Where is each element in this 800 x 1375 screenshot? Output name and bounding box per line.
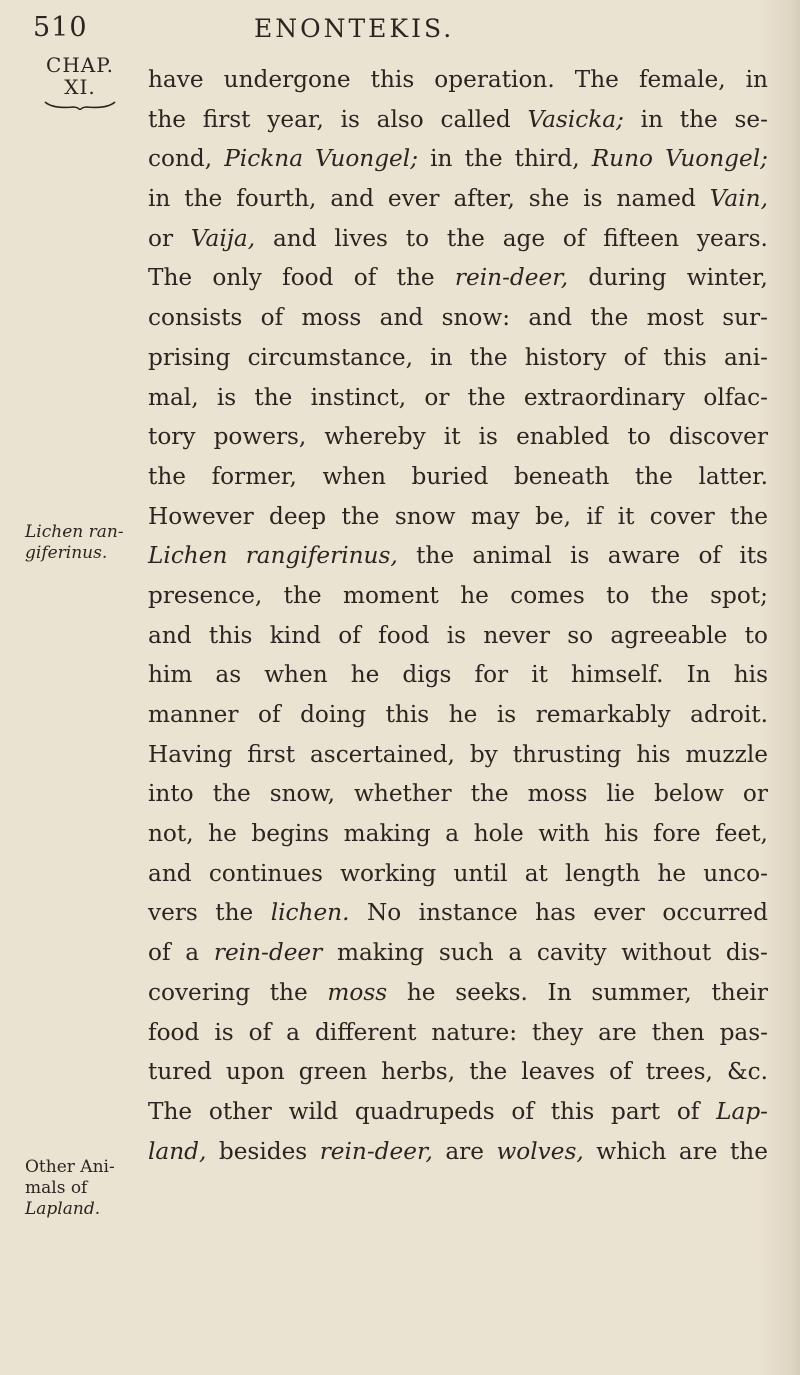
text-line: into the snow, whether the moss lie below or: [148, 780, 768, 808]
text-line: or Vaija, and lives to the age of fifteen years.: [148, 224, 768, 252]
text-line: land, besides rein-deer, are wolves, which are the: [148, 1137, 768, 1165]
page-header: [0, 12, 800, 52]
text-line: tured upon green herbs, the leaves of trees, &c.: [148, 1058, 768, 1086]
margin-note-animals: [25, 1157, 140, 1220]
chapter-label: CHAP.: [46, 53, 114, 77]
text-line: the first year, is also called Vasicka; in the se-: [148, 105, 768, 133]
margin-note-lichen: [25, 522, 140, 564]
text-line: food is of a different nature: they are then pas-: [148, 1018, 768, 1046]
text-line: prising circumstance, in the history of this ani-: [148, 343, 768, 371]
running-head: ENONTEKIS.: [254, 14, 455, 43]
text-line: Having first ascertained, by thrusting his muzzle: [148, 740, 768, 768]
body-text: [148, 60, 768, 1171]
margin-note-line: mals of: [25, 1178, 88, 1198]
chapter-number: XI.: [64, 75, 96, 99]
text-line: The other wild quadrupeds of this part of Lap-: [148, 1097, 768, 1125]
text-line: of a rein-deer making such a cavity without dis-: [148, 939, 768, 967]
text-line: tory powers, whereby it is enabled to discover: [148, 423, 768, 451]
text-line: Lichen rangiferinus, the animal is aware of its: [148, 542, 768, 570]
text-line: and this kind of food is never so agreeable to: [148, 621, 768, 649]
text-line: consists of moss and snow: and the most sur-: [148, 304, 768, 332]
text-line: cond, Pickna Vuongel; in the third, Runo Vuongel;: [148, 145, 768, 173]
page-number: 510: [33, 12, 88, 43]
text-line: not, he begins making a hole with his fore feet,: [148, 820, 768, 848]
text-line: have undergone this operation. The female, in: [148, 66, 768, 93]
text-line: presence, the moment he comes to the spot;: [148, 581, 768, 609]
text-line: covering the moss he seeks. In summer, their: [148, 978, 768, 1006]
text-line: manner of doing this he is remarkably adroit.: [148, 701, 768, 728]
text-line: mal, is the instinct, or the extraordinary olfac-: [148, 383, 768, 411]
text-line: and continues working until at length he unco-: [148, 859, 768, 887]
text-line: in the fourth, and ever after, she is named Vain,: [148, 185, 768, 213]
margin-note-line: Lapland.: [25, 1199, 101, 1219]
brace-icon: [43, 100, 117, 110]
text-line: The only food of the rein-deer, during winter,: [148, 264, 768, 292]
chapter-marker: [30, 54, 130, 110]
text-line: him as when he digs for it himself. In his: [148, 661, 768, 689]
text-line: vers the lichen. No instance has ever occurred: [148, 899, 768, 927]
text-line: However deep the snow may be, if it cover the: [148, 502, 768, 530]
margin-note-line: Lichen ran-: [25, 522, 124, 542]
text-line: the former, when buried beneath the latter.: [148, 462, 768, 490]
margin-note-line: giferinus.: [25, 543, 108, 563]
margin-note-line: Other Ani-: [25, 1157, 115, 1177]
